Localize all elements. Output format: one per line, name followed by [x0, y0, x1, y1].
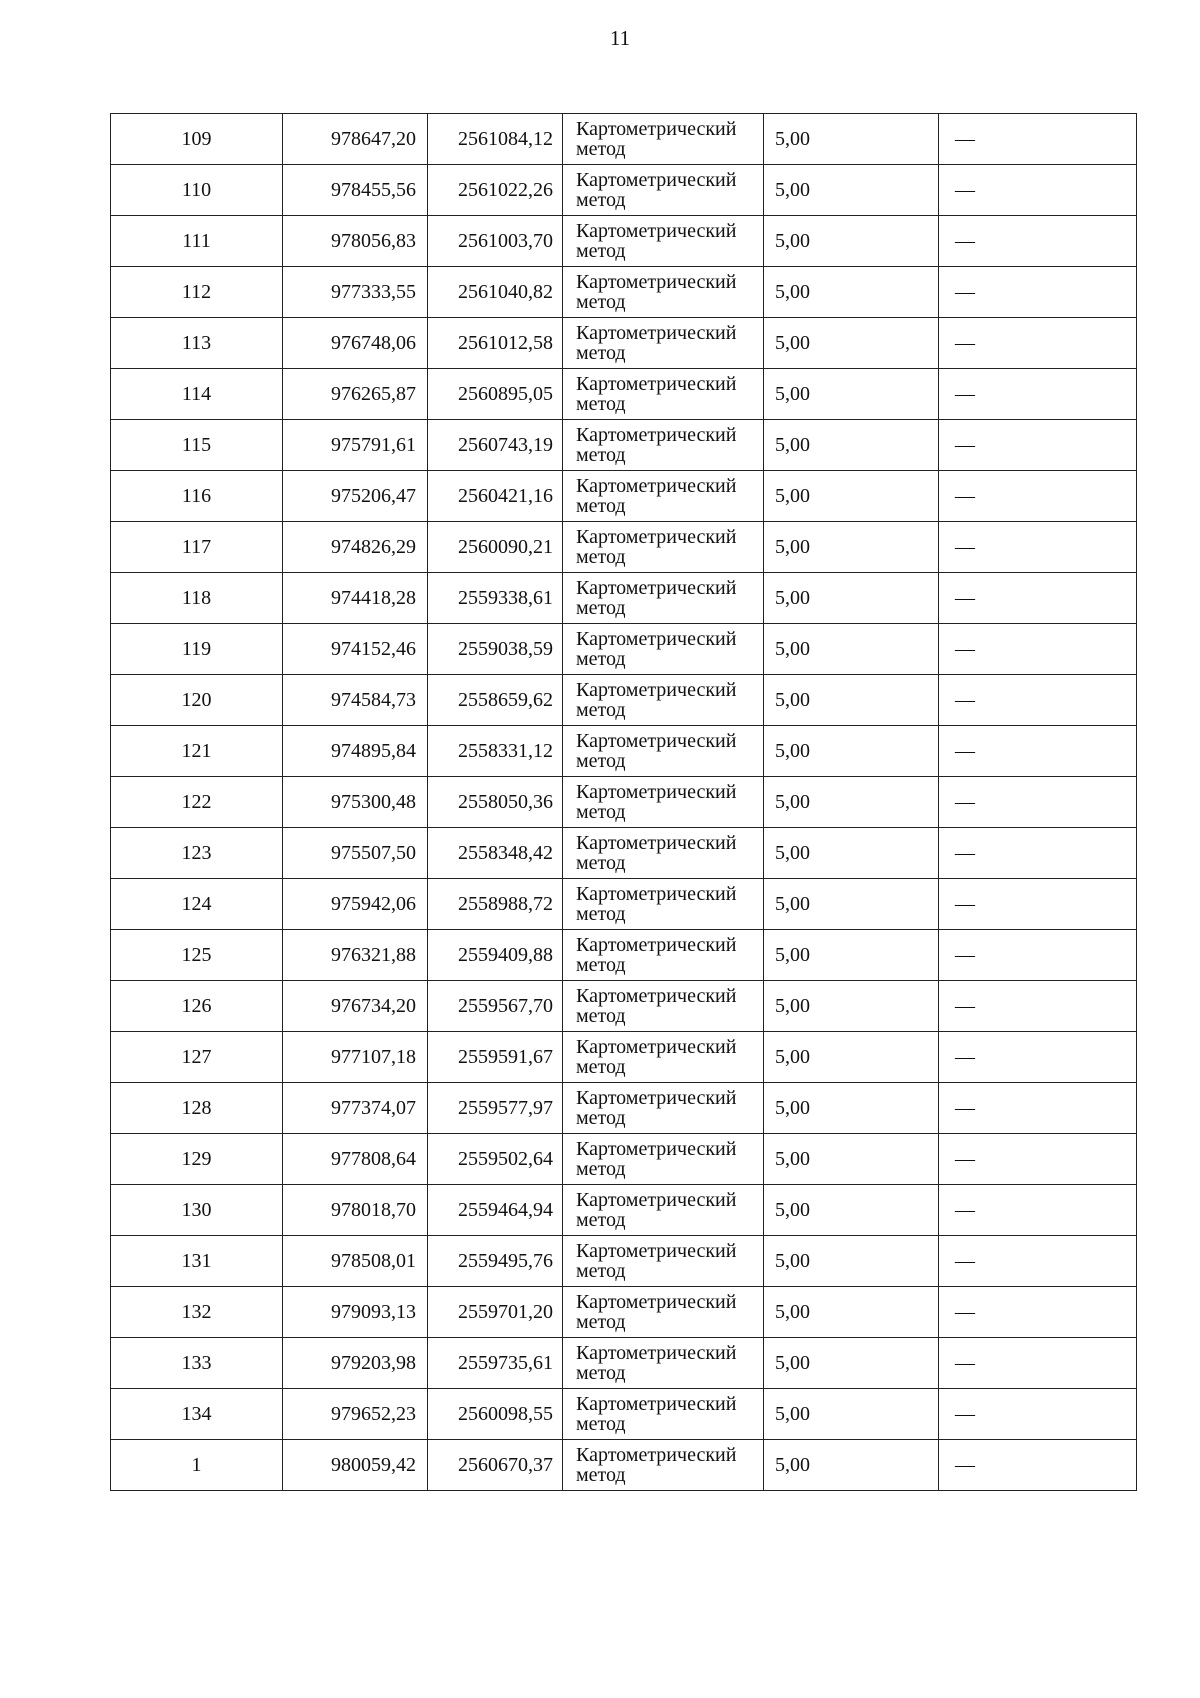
point-number-cell: 131: [111, 1236, 283, 1287]
method-text-line1: Картометрический: [576, 627, 737, 650]
description-cell: —: [939, 1287, 1137, 1338]
y-coordinate-cell: 2559038,59: [428, 624, 563, 675]
precision-cell: 5,00: [764, 1032, 939, 1083]
point-number-cell: 117: [111, 522, 283, 573]
description-cell: —: [939, 216, 1137, 267]
method-text-line2: метод: [576, 494, 626, 517]
point-number-cell: 125: [111, 930, 283, 981]
y-coordinate-cell: 2561040,82: [428, 267, 563, 318]
method-text-line1: Картометрический: [576, 984, 737, 1007]
precision-cell: 5,00: [764, 624, 939, 675]
x-coordinate-cell: 975791,61: [283, 420, 428, 471]
description-cell: —: [939, 879, 1137, 930]
point-number-cell: 111: [111, 216, 283, 267]
x-coordinate-cell: 975507,50: [283, 828, 428, 879]
table-row: [111, 369, 1137, 420]
method-text-line2: метод: [576, 443, 626, 466]
method-text-line1: Картометрический: [576, 678, 737, 701]
method-text-line1: Картометрический: [576, 1035, 737, 1058]
precision-cell: 5,00: [764, 1083, 939, 1134]
method-cell: [563, 981, 764, 1032]
method-cell: [563, 726, 764, 777]
method-text-line1: Картометрический: [576, 117, 737, 140]
table-row: [111, 267, 1137, 318]
x-coordinate-cell: 975300,48: [283, 777, 428, 828]
method-cell: [563, 573, 764, 624]
x-coordinate-cell: 977808,64: [283, 1134, 428, 1185]
description-cell: —: [939, 471, 1137, 522]
method-text-line1: Картометрический: [576, 933, 737, 956]
point-number-cell: 1: [111, 1440, 283, 1491]
method-text-line1: Картометрический: [576, 1290, 737, 1313]
point-number-cell: 116: [111, 471, 283, 522]
method-text-line2: метод: [576, 902, 626, 925]
table-row: [111, 675, 1137, 726]
x-coordinate-cell: 979093,13: [283, 1287, 428, 1338]
table-row: [111, 1236, 1137, 1287]
method-text-line2: метод: [576, 290, 626, 313]
table-row: [111, 216, 1137, 267]
method-cell: [563, 675, 764, 726]
y-coordinate-cell: 2559591,67: [428, 1032, 563, 1083]
x-coordinate-cell: 977333,55: [283, 267, 428, 318]
point-number-cell: 128: [111, 1083, 283, 1134]
method-text-line1: Картометрический: [576, 423, 737, 446]
method-text-line1: Картометрический: [576, 168, 737, 191]
description-cell: —: [939, 1083, 1137, 1134]
method-text-line2: метод: [576, 545, 626, 568]
description-cell: —: [939, 1236, 1137, 1287]
method-text-line1: Картометрический: [576, 1341, 737, 1364]
method-text-line2: метод: [576, 1055, 626, 1078]
precision-cell: 5,00: [764, 573, 939, 624]
y-coordinate-cell: 2559567,70: [428, 981, 563, 1032]
method-text-line2: метод: [576, 1157, 626, 1180]
precision-cell: 5,00: [764, 318, 939, 369]
precision-cell: 5,00: [764, 1236, 939, 1287]
description-cell: —: [939, 573, 1137, 624]
table-row: [111, 981, 1137, 1032]
method-text-line1: Картометрический: [576, 780, 737, 803]
precision-cell: 5,00: [764, 165, 939, 216]
description-cell: —: [939, 1440, 1137, 1491]
table-row: [111, 1287, 1137, 1338]
y-coordinate-cell: 2558331,12: [428, 726, 563, 777]
table-row: [111, 1338, 1137, 1389]
method-text-line1: Картометрический: [576, 219, 737, 242]
precision-cell: 5,00: [764, 1287, 939, 1338]
method-cell: [563, 1083, 764, 1134]
method-text-line2: метод: [576, 749, 626, 772]
method-cell: [563, 1032, 764, 1083]
method-text-line1: Картометрический: [576, 1086, 737, 1109]
table-row: [111, 318, 1137, 369]
table-row: [111, 420, 1137, 471]
point-number-cell: 120: [111, 675, 283, 726]
method-text-line1: Картометрический: [576, 576, 737, 599]
point-number-cell: 122: [111, 777, 283, 828]
precision-cell: 5,00: [764, 471, 939, 522]
x-coordinate-cell: 978018,70: [283, 1185, 428, 1236]
method-cell: [563, 522, 764, 573]
precision-cell: 5,00: [764, 930, 939, 981]
table-row: [111, 726, 1137, 777]
method-text-line2: метод: [576, 596, 626, 619]
method-text-line2: метод: [576, 800, 626, 823]
table-row: [111, 1083, 1137, 1134]
table-row: [111, 777, 1137, 828]
method-text-line2: метод: [576, 1463, 626, 1486]
table-row: [111, 624, 1137, 675]
method-cell: [563, 879, 764, 930]
description-cell: —: [939, 1185, 1137, 1236]
description-cell: —: [939, 624, 1137, 675]
table-row: [111, 1389, 1137, 1440]
y-coordinate-cell: 2561084,12: [428, 114, 563, 165]
method-cell: [563, 318, 764, 369]
method-text-line1: Картометрический: [576, 321, 737, 344]
precision-cell: 5,00: [764, 777, 939, 828]
point-number-cell: 129: [111, 1134, 283, 1185]
method-text-line1: Картометрический: [576, 1392, 737, 1415]
method-text-line2: метод: [576, 1106, 626, 1129]
method-cell: [563, 1236, 764, 1287]
method-cell: [563, 267, 764, 318]
x-coordinate-cell: 977107,18: [283, 1032, 428, 1083]
description-cell: —: [939, 318, 1137, 369]
method-text-line1: Картометрический: [576, 1443, 737, 1466]
table-row: [111, 471, 1137, 522]
precision-cell: 5,00: [764, 267, 939, 318]
point-number-cell: 113: [111, 318, 283, 369]
method-text-line2: метод: [576, 1259, 626, 1282]
method-text-line2: метод: [576, 188, 626, 211]
method-text-line1: Картометрический: [576, 1188, 737, 1211]
y-coordinate-cell: 2558348,42: [428, 828, 563, 879]
description-cell: —: [939, 522, 1137, 573]
method-text-line1: Картометрический: [576, 270, 737, 293]
point-number-cell: 134: [111, 1389, 283, 1440]
x-coordinate-cell: 978508,01: [283, 1236, 428, 1287]
y-coordinate-cell: 2559409,88: [428, 930, 563, 981]
method-text-line2: метод: [576, 1208, 626, 1231]
table-row: [111, 828, 1137, 879]
y-coordinate-cell: 2559735,61: [428, 1338, 563, 1389]
precision-cell: 5,00: [764, 1134, 939, 1185]
point-number-cell: 126: [111, 981, 283, 1032]
method-cell: [563, 216, 764, 267]
point-number-cell: 127: [111, 1032, 283, 1083]
point-number-cell: 130: [111, 1185, 283, 1236]
method-cell: [563, 1134, 764, 1185]
point-number-cell: 118: [111, 573, 283, 624]
method-text-line2: метод: [576, 341, 626, 364]
description-cell: —: [939, 420, 1137, 471]
method-text-line2: метод: [576, 1361, 626, 1384]
method-text-line2: метод: [576, 239, 626, 262]
point-number-cell: 133: [111, 1338, 283, 1389]
method-text-line1: Картометрический: [576, 372, 737, 395]
method-text-line2: метод: [576, 953, 626, 976]
precision-cell: 5,00: [764, 1185, 939, 1236]
description-cell: —: [939, 1389, 1137, 1440]
table-row: [111, 1134, 1137, 1185]
x-coordinate-cell: 976321,88: [283, 930, 428, 981]
method-text-line1: Картометрический: [576, 729, 737, 752]
precision-cell: 5,00: [764, 522, 939, 573]
method-text-line2: метод: [576, 137, 626, 160]
point-number-cell: 124: [111, 879, 283, 930]
point-number-cell: 119: [111, 624, 283, 675]
method-text-line2: метод: [576, 1004, 626, 1027]
table-row: [111, 165, 1137, 216]
precision-cell: 5,00: [764, 216, 939, 267]
description-cell: —: [939, 828, 1137, 879]
method-text-line2: метод: [576, 647, 626, 670]
y-coordinate-cell: 2561022,26: [428, 165, 563, 216]
x-coordinate-cell: 977374,07: [283, 1083, 428, 1134]
coordinates-table-body: [111, 114, 1137, 1491]
page-number: 11: [609, 26, 631, 50]
point-number-cell: 114: [111, 369, 283, 420]
x-coordinate-cell: 978647,20: [283, 114, 428, 165]
description-cell: —: [939, 114, 1137, 165]
method-text-line1: Картометрический: [576, 831, 737, 854]
precision-cell: 5,00: [764, 828, 939, 879]
point-number-cell: 109: [111, 114, 283, 165]
y-coordinate-cell: 2559701,20: [428, 1287, 563, 1338]
precision-cell: 5,00: [764, 726, 939, 777]
x-coordinate-cell: 976734,20: [283, 981, 428, 1032]
x-coordinate-cell: 974152,46: [283, 624, 428, 675]
method-text-line1: Картометрический: [576, 525, 737, 548]
y-coordinate-cell: 2560670,37: [428, 1440, 563, 1491]
table-row: [111, 879, 1137, 930]
y-coordinate-cell: 2558050,36: [428, 777, 563, 828]
method-cell: [563, 114, 764, 165]
precision-cell: 5,00: [764, 369, 939, 420]
method-cell: [563, 369, 764, 420]
precision-cell: 5,00: [764, 1389, 939, 1440]
method-cell: [563, 165, 764, 216]
method-cell: [563, 1287, 764, 1338]
y-coordinate-cell: 2558659,62: [428, 675, 563, 726]
table-row: [111, 930, 1137, 981]
y-coordinate-cell: 2560743,19: [428, 420, 563, 471]
y-coordinate-cell: 2558988,72: [428, 879, 563, 930]
description-cell: —: [939, 1338, 1137, 1389]
description-cell: —: [939, 1134, 1137, 1185]
point-number-cell: 132: [111, 1287, 283, 1338]
y-coordinate-cell: 2560090,21: [428, 522, 563, 573]
method-text-line2: метод: [576, 1412, 626, 1435]
precision-cell: 5,00: [764, 981, 939, 1032]
x-coordinate-cell: 979203,98: [283, 1338, 428, 1389]
point-number-cell: 123: [111, 828, 283, 879]
coordinates-table: [110, 113, 1137, 1491]
method-cell: [563, 777, 764, 828]
method-text-line2: метод: [576, 1310, 626, 1333]
table-row: [111, 1032, 1137, 1083]
x-coordinate-cell: 979652,23: [283, 1389, 428, 1440]
method-text-line1: Картометрический: [576, 1137, 737, 1160]
y-coordinate-cell: 2559502,64: [428, 1134, 563, 1185]
method-text-line1: Картометрический: [576, 1239, 737, 1262]
description-cell: —: [939, 930, 1137, 981]
x-coordinate-cell: 974895,84: [283, 726, 428, 777]
precision-cell: 5,00: [764, 114, 939, 165]
y-coordinate-cell: 2559464,94: [428, 1185, 563, 1236]
method-cell: [563, 930, 764, 981]
y-coordinate-cell: 2561012,58: [428, 318, 563, 369]
y-coordinate-cell: 2560098,55: [428, 1389, 563, 1440]
method-cell: [563, 828, 764, 879]
point-number-cell: 110: [111, 165, 283, 216]
y-coordinate-cell: 2559338,61: [428, 573, 563, 624]
point-number-cell: 115: [111, 420, 283, 471]
y-coordinate-cell: 2561003,70: [428, 216, 563, 267]
description-cell: —: [939, 726, 1137, 777]
x-coordinate-cell: 980059,42: [283, 1440, 428, 1491]
x-coordinate-cell: 976265,87: [283, 369, 428, 420]
point-number-cell: 112: [111, 267, 283, 318]
precision-cell: 5,00: [764, 1338, 939, 1389]
description-cell: —: [939, 369, 1137, 420]
description-cell: —: [939, 675, 1137, 726]
method-text-line1: Картометрический: [576, 882, 737, 905]
x-coordinate-cell: 974584,73: [283, 675, 428, 726]
method-cell: [563, 1440, 764, 1491]
x-coordinate-cell: 974826,29: [283, 522, 428, 573]
table-row: [111, 1185, 1137, 1236]
x-coordinate-cell: 974418,28: [283, 573, 428, 624]
x-coordinate-cell: 978455,56: [283, 165, 428, 216]
method-text-line2: метод: [576, 851, 626, 874]
y-coordinate-cell: 2560421,16: [428, 471, 563, 522]
x-coordinate-cell: 976748,06: [283, 318, 428, 369]
method-cell: [563, 471, 764, 522]
method-text-line2: метод: [576, 392, 626, 415]
y-coordinate-cell: 2559577,97: [428, 1083, 563, 1134]
description-cell: —: [939, 267, 1137, 318]
point-number-cell: 121: [111, 726, 283, 777]
y-coordinate-cell: 2559495,76: [428, 1236, 563, 1287]
x-coordinate-cell: 975206,47: [283, 471, 428, 522]
method-text-line1: Картометрический: [576, 474, 737, 497]
precision-cell: 5,00: [764, 879, 939, 930]
precision-cell: 5,00: [764, 420, 939, 471]
description-cell: —: [939, 1032, 1137, 1083]
description-cell: —: [939, 165, 1137, 216]
method-cell: [563, 1185, 764, 1236]
method-cell: [563, 1389, 764, 1440]
method-cell: [563, 420, 764, 471]
description-cell: —: [939, 981, 1137, 1032]
y-coordinate-cell: 2560895,05: [428, 369, 563, 420]
table-row: [111, 522, 1137, 573]
method-cell: [563, 1338, 764, 1389]
method-text-line2: метод: [576, 698, 626, 721]
precision-cell: 5,00: [764, 675, 939, 726]
precision-cell: 5,00: [764, 1440, 939, 1491]
description-cell: —: [939, 777, 1137, 828]
method-cell: [563, 624, 764, 675]
x-coordinate-cell: 975942,06: [283, 879, 428, 930]
x-coordinate-cell: 978056,83: [283, 216, 428, 267]
table-row: [111, 114, 1137, 165]
table-row: [111, 573, 1137, 624]
table-row: [111, 1440, 1137, 1491]
